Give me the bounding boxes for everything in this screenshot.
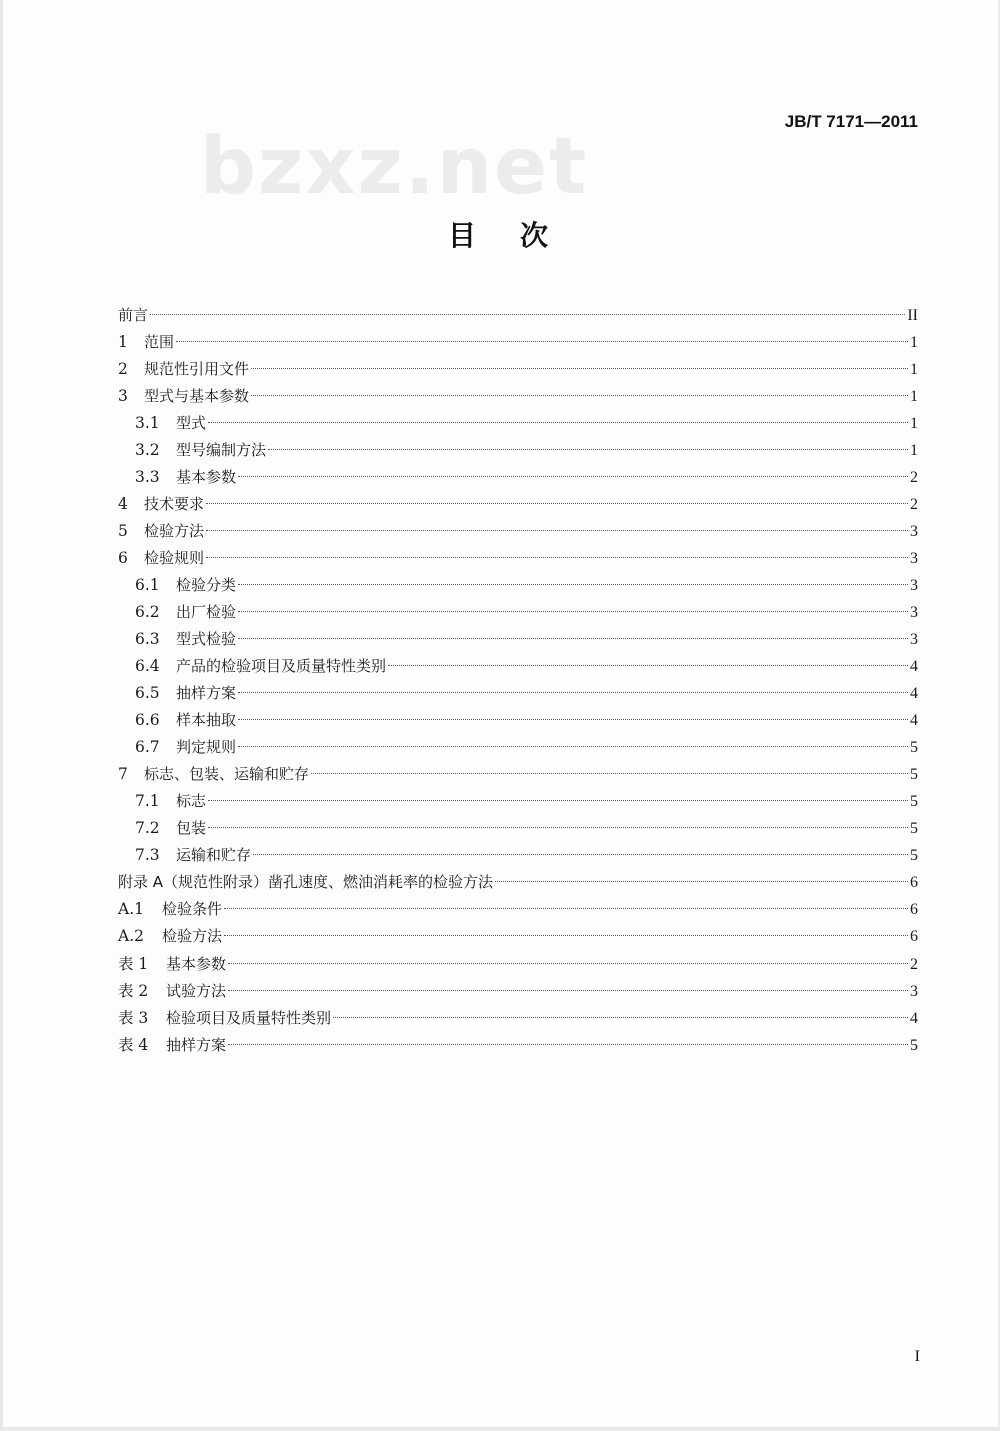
toc-entry-text: 前言 [118, 306, 149, 324]
toc-entry-number: 6 [118, 549, 128, 567]
toc-entry-label [118, 923, 222, 950]
toc-entry-number: 表 2 [118, 982, 149, 1000]
toc-entry-text: 包装 [176, 819, 207, 837]
toc-entry-page: 5 [910, 847, 918, 864]
toc-entry-label [118, 869, 493, 896]
toc-entry-page: 1 [910, 334, 918, 351]
toc-entry[interactable] [118, 356, 918, 383]
toc-entry-label [118, 302, 148, 329]
toc-entry-label [118, 491, 204, 518]
toc-entry[interactable] [118, 951, 918, 978]
toc-dot-leader [208, 800, 908, 801]
toc-entry-text: 规范性引用文件 [144, 360, 250, 378]
toc-dot-leader [224, 935, 908, 936]
toc-entry-text: 检验方法 [162, 927, 223, 945]
toc-entry-page: 3 [910, 631, 918, 648]
toc-entry-label [135, 599, 236, 626]
toc-dot-leader [228, 1044, 908, 1045]
toc-entry-page: 2 [910, 956, 918, 973]
toc-entry-text: 检验规则 [144, 549, 205, 567]
toc-dot-leader [206, 557, 908, 558]
toc-entry-page: 5 [910, 766, 918, 783]
toc-entry-page: II [907, 307, 918, 324]
toc-entry[interactable] [118, 626, 918, 653]
toc-entry[interactable] [118, 734, 918, 761]
toc-entry[interactable] [118, 896, 918, 923]
toc-entry[interactable] [118, 788, 918, 815]
toc-entry[interactable] [118, 383, 918, 410]
toc-entry-text: 检验条件 [162, 900, 223, 918]
toc-entry-page: 6 [910, 874, 918, 891]
toc-entry[interactable] [118, 302, 918, 329]
toc-entry[interactable] [118, 572, 918, 599]
toc-entry-page: 4 [910, 1010, 918, 1027]
toc-dot-leader [238, 746, 908, 747]
toc-entry[interactable] [118, 869, 918, 896]
toc-entry[interactable] [118, 518, 918, 545]
toc-entry-number: 7.3 [135, 846, 160, 864]
toc-entry-label [135, 653, 386, 680]
toc-entry[interactable] [118, 491, 918, 518]
toc-dot-leader [388, 665, 908, 666]
toc-entry-text: 检验项目及质量特性类别 [166, 1009, 332, 1027]
toc-entry[interactable] [118, 815, 918, 842]
toc-entry-label [118, 896, 222, 923]
toc-entry[interactable] [118, 761, 918, 788]
toc-entry-number: 7 [118, 765, 128, 783]
toc-dot-leader [238, 638, 908, 639]
toc-entry-number: 1 [118, 333, 128, 351]
toc-entry-number: 6.6 [135, 711, 160, 729]
toc-dot-leader [208, 422, 908, 423]
toc-entry-number: 5 [118, 522, 128, 540]
toc-entry-number: 6.5 [135, 684, 160, 702]
toc-entry[interactable] [118, 1032, 918, 1059]
toc-entry-text: 抽样方案 [166, 1036, 227, 1054]
toc-entry-page: 2 [910, 469, 918, 486]
toc-entry-page: 6 [910, 928, 918, 945]
toc-entry-page: 5 [910, 739, 918, 756]
toc-dot-leader [251, 368, 908, 369]
page-number: I [914, 1348, 920, 1365]
toc-entry-page: 3 [910, 577, 918, 594]
toc-entry-number: 6.7 [135, 738, 160, 756]
toc-entry-number: 3.3 [135, 468, 160, 486]
toc-entry-text: 检验方法 [144, 522, 205, 540]
toc-entry-page: 1 [910, 361, 918, 378]
toc-entry-label [135, 572, 236, 599]
toc-dot-leader [495, 881, 908, 882]
toc-entry-text: 型式 [176, 414, 207, 432]
toc-dot-leader [238, 584, 908, 585]
toc-entry-label [118, 518, 204, 545]
toc-entry-page: 4 [910, 712, 918, 729]
toc-entry-text: 检验分类 [176, 576, 237, 594]
toc-dot-leader [238, 476, 908, 477]
page-title: 目次 [447, 219, 592, 252]
toc-dot-leader [333, 1017, 908, 1018]
toc-entry-label [118, 545, 204, 572]
toc-entry-number: A.1 [118, 900, 144, 918]
toc-entry-text: 型式检验 [176, 630, 237, 648]
toc-entry-label [135, 410, 206, 437]
toc-entry[interactable] [118, 842, 918, 869]
toc-entry-page: 3 [910, 550, 918, 567]
toc-entry-text: 基本参数 [166, 955, 227, 973]
toc-entry-label [135, 680, 236, 707]
toc-entry-number: 2 [118, 360, 128, 378]
toc-entry-number: 3 [118, 387, 128, 405]
toc-entry[interactable] [118, 707, 918, 734]
toc-dot-leader [238, 719, 908, 720]
toc-entry-text: 附录 A（规范性附录）凿孔速度、燃油消耗率的检验方法 [118, 873, 494, 891]
toc-entry-label [118, 329, 174, 356]
toc-entry-label [135, 626, 236, 653]
toc-dot-leader [311, 773, 908, 774]
toc-entry-label [118, 951, 226, 978]
toc-entry-page: 5 [910, 1037, 918, 1054]
toc-entry[interactable] [118, 437, 918, 464]
toc-entry-text: 判定规则 [176, 738, 237, 756]
toc-entry[interactable] [118, 653, 918, 680]
toc-entry-page: 3 [910, 604, 918, 621]
toc-dot-leader [150, 314, 905, 315]
toc-entry-text: 产品的检验项目及质量特性类别 [176, 657, 387, 675]
toc-entry-page: 3 [910, 983, 918, 1000]
toc-dot-leader [228, 990, 908, 991]
toc-entry-number: 7.1 [135, 792, 160, 810]
toc-entry-text: 技术要求 [144, 495, 205, 513]
toc-entry-label [118, 383, 249, 410]
toc-entry[interactable] [118, 545, 918, 572]
toc-entry-label [135, 707, 236, 734]
toc-entry-number: 4 [118, 495, 128, 513]
toc-entry-text: 样本抽取 [176, 711, 237, 729]
toc-entry-label [118, 761, 309, 788]
toc-entry-text: 标志、包装、运输和贮存 [144, 765, 310, 783]
toc-entry-page: 4 [910, 658, 918, 675]
toc-entry-number: 6.1 [135, 576, 160, 594]
toc-entry[interactable] [118, 923, 918, 950]
toc-entry-text: 标志 [176, 792, 207, 810]
table-of-contents [118, 302, 918, 1059]
toc-dot-leader [253, 854, 908, 855]
toc-entry-text: 运输和贮存 [176, 846, 252, 864]
toc-entry-page: 4 [910, 685, 918, 702]
toc-entry-page: 2 [910, 496, 918, 513]
toc-entry-number: 6.4 [135, 657, 160, 675]
toc-dot-leader [176, 341, 908, 342]
toc-dot-leader [224, 908, 908, 909]
toc-dot-leader [206, 530, 908, 531]
toc-entry-number: 3.1 [135, 414, 160, 432]
toc-entry[interactable] [118, 464, 918, 491]
toc-entry-label [135, 734, 236, 761]
toc-entry-number: 6.3 [135, 630, 160, 648]
toc-entry-number: 表 4 [118, 1036, 149, 1054]
toc-entry[interactable] [118, 1005, 918, 1032]
toc-entry-label [118, 356, 249, 383]
toc-dot-leader [238, 692, 908, 693]
toc-entry-label [135, 464, 236, 491]
toc-entry-number: 7.2 [135, 819, 160, 837]
toc-entry-number: 3.2 [135, 441, 160, 459]
toc-entry-text: 范围 [144, 333, 175, 351]
toc-entry-label [135, 788, 206, 815]
toc-entry-text: 抽样方案 [176, 684, 237, 702]
toc-dot-leader [228, 963, 908, 964]
toc-entry-page: 3 [910, 523, 918, 540]
toc-entry[interactable] [118, 329, 918, 356]
toc-entry-page: 6 [910, 901, 918, 918]
toc-entry-page: 5 [910, 820, 918, 837]
toc-entry-text: 型式与基本参数 [144, 387, 250, 405]
toc-entry-page: 1 [910, 415, 918, 432]
toc-entry-number: 表 1 [118, 955, 149, 973]
toc-entry-text: 出厂检验 [176, 603, 237, 621]
toc-entry-number: 6.2 [135, 603, 160, 621]
toc-entry-label [118, 978, 226, 1005]
toc-entry[interactable] [118, 978, 918, 1005]
toc-entry[interactable] [118, 680, 918, 707]
toc-dot-leader [268, 449, 908, 450]
toc-entry[interactable] [118, 410, 918, 437]
toc-entry-page: 5 [910, 793, 918, 810]
toc-dot-leader [206, 503, 908, 504]
toc-entry-number: 表 3 [118, 1009, 149, 1027]
toc-dot-leader [238, 611, 908, 612]
toc-entry-label [135, 815, 206, 842]
toc-entry[interactable] [118, 599, 918, 626]
toc-dot-leader [208, 827, 908, 828]
toc-entry-page: 1 [910, 442, 918, 459]
standard-code: JB/T 7171—2011 [784, 112, 918, 131]
toc-entry-label [118, 1005, 331, 1032]
watermark: bzxz.net [200, 122, 589, 212]
toc-entry-label [118, 1032, 226, 1059]
toc-dot-leader [251, 395, 908, 396]
toc-entry-text: 试验方法 [166, 982, 227, 1000]
toc-entry-label [135, 437, 266, 464]
toc-entry-page: 1 [910, 388, 918, 405]
toc-entry-number: A.2 [118, 927, 144, 945]
toc-entry-label [135, 842, 251, 869]
toc-entry-text: 型号编制方法 [176, 441, 267, 459]
toc-entry-text: 基本参数 [176, 468, 237, 486]
